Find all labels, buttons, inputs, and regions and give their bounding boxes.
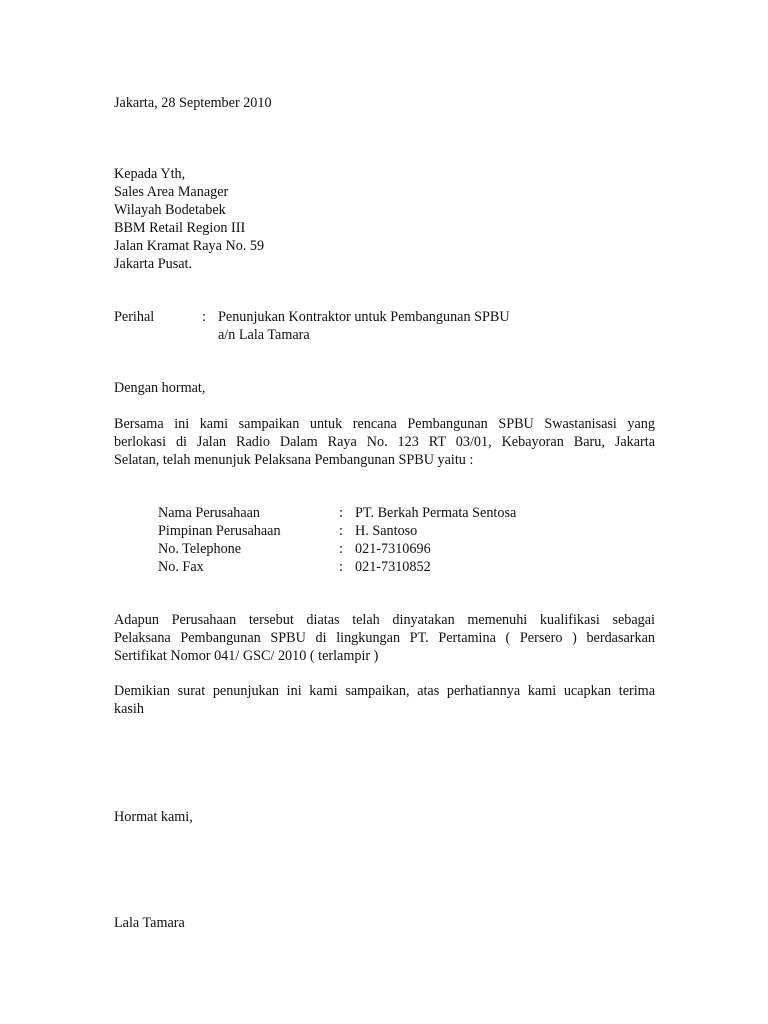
paragraph-closing xyxy=(114,682,655,718)
recipient-line: Sales Area Manager xyxy=(114,184,229,200)
recipient-line: BBM Retail Region III xyxy=(114,220,246,236)
paragraph-line: berlokasi di Jalan Radio Dalam Raya No. 123 RT 03/01, Kebayoran Baru, Jakarta xyxy=(114,434,655,450)
date-text: Jakarta, 28 September 2010 xyxy=(114,95,272,111)
subject-colon: : xyxy=(202,309,206,325)
signature-name: Lala Tamara xyxy=(114,915,185,931)
paragraph-line: Bersama ini kami sampaikan untuk rencana Pembangunan SPBU Swastanisasi yang xyxy=(114,416,655,432)
paragraph-line: Selatan, telah menunjuk Pelaksana Pembangunan SPBU yaitu : xyxy=(114,452,474,468)
detail-label: Pimpinan Perusahaan xyxy=(158,523,281,539)
detail-colon: : xyxy=(339,559,343,575)
paragraph-line: Sertifikat Nomor 041/ GSC/ 2010 ( terlampir ) xyxy=(114,648,379,664)
recipient-line: Jakarta Pusat. xyxy=(114,256,193,272)
subject-line: Penunjukan Kontraktor untuk Pembangunan SPBU xyxy=(218,309,510,325)
closing xyxy=(114,808,655,826)
recipient-line: Kepada Yth, xyxy=(114,166,186,182)
closing-text: Hormat kami, xyxy=(114,809,193,825)
signature-block xyxy=(114,914,655,932)
paragraph-line: Adapun Perusahaan tersebut diatas telah dinyatakan memenuhi kualifikasi sebagai xyxy=(114,612,655,628)
detail-value: H. Santoso xyxy=(355,523,418,539)
detail-colon: : xyxy=(339,541,343,557)
detail-value: PT. Berkah Permata Sentosa xyxy=(355,505,517,521)
subject-line: a/n Lala Tamara xyxy=(218,327,310,343)
detail-colon: : xyxy=(339,523,343,539)
detail-value: 021-7310852 xyxy=(355,559,431,575)
detail-colon: : xyxy=(339,505,343,521)
detail-label: No. Fax xyxy=(158,559,204,575)
detail-value: 021-7310696 xyxy=(355,541,431,557)
recipient-line: Wilayah Bodetabek xyxy=(114,202,226,218)
paragraph-line: Demikian surat penunjukan ini kami sampaikan, atas perhatiannya kami ucapkan terima xyxy=(114,683,655,699)
recipient-address xyxy=(114,165,655,273)
detail-label: Nama Perusahaan xyxy=(158,505,261,521)
paragraph-qualification xyxy=(114,611,655,665)
recipient-line: Jalan Kramat Raya No. 59 xyxy=(114,238,265,254)
salutation xyxy=(114,379,655,397)
paragraph-intro xyxy=(114,415,655,469)
paragraph-line: kasih xyxy=(114,701,144,717)
salutation-text: Dengan hormat, xyxy=(114,380,206,396)
date-line xyxy=(114,94,655,112)
subject-label: Perihal xyxy=(114,309,155,325)
paragraph-line: Pelaksana Pembangunan SPBU di lingkungan PT. Pertamina ( Persero ) berdasarkan xyxy=(114,630,655,646)
detail-label: No. Telephone xyxy=(158,541,242,557)
